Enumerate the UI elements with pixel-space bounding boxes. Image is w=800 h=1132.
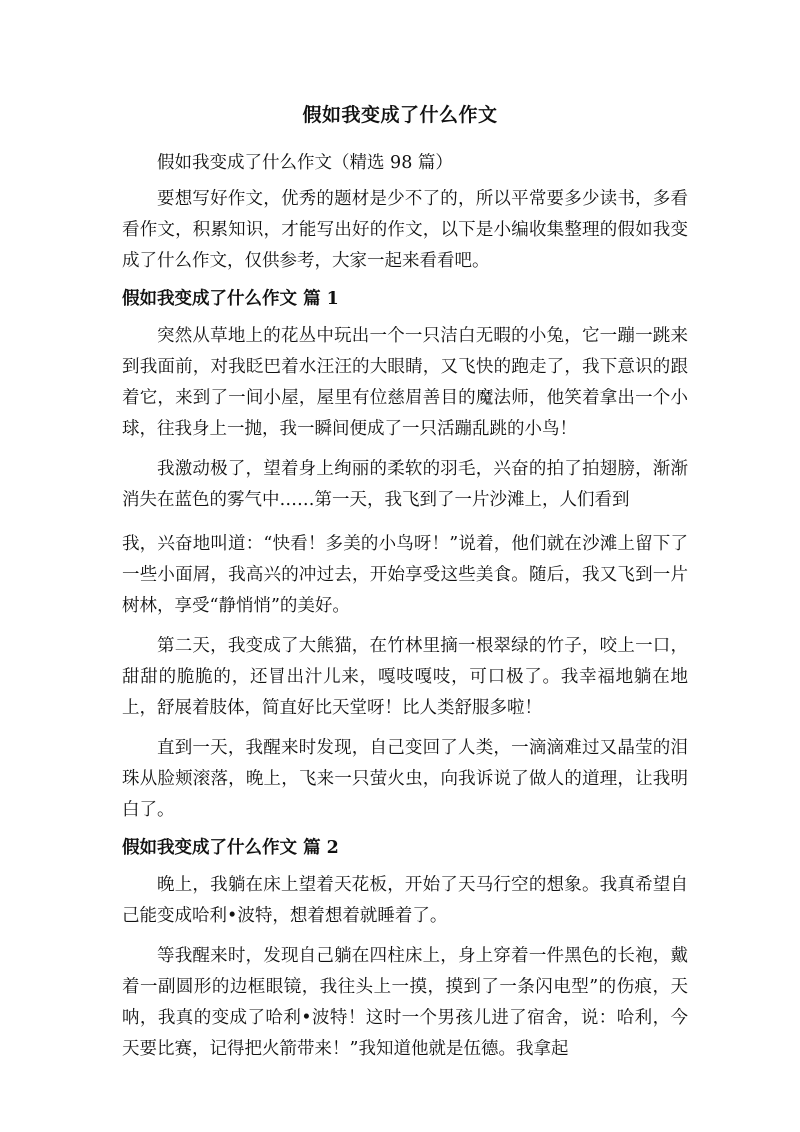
paragraph: 直到一天，我醒来时发现，自己变回了人类，一滴滴难过又晶莹的泪珠从脸颊滚落，晚上，飞来一只萤火虫，向我诉说了做人的道理，让我明白了。 [122,738,688,820]
section-heading: 假如我变成了什么作文 篇 1 [122,289,339,309]
paragraph: 第二天，我变成了大熊猫，在竹林里摘一根翠绿的竹子，咬上一口，甜甜的脆脆的，还冒出汁儿来，嘎吱嘎吱，可口极了。我幸福地躺在地上，舒展着肢体，简直好比天堂呀！比人类舒服多啦！ [122,636,688,718]
section-heading: 假如我变成了什么作文 篇 2 [122,838,339,858]
paragraph: 等我醒来时，发现自己躺在四柱床上，身上穿着一件黑色的长袍，戴着一副圆形的边框眼镜，我往头上一摸，摸到了一条闪电型”的伤痕，天呐，我真的变成了哈利•波特！这时一个男孩儿进了宿舍，说：哈利，今天要比赛，记得把火箭带来！”我知道他就是伍德。我拿起 [122,946,688,1059]
paragraph: 突然从草地上的花丛中玩出一个一只洁白无暇的小兔，它一蹦一跳来到我面前，对我眨巴着水汪汪的大眼睛，又飞快的跑走了，我下意识的跟着它，来到了一间小屋，屋里有位慈眉善目的魔法师，他笑着拿出一个小球，往我身上一抛，我一瞬间便成了一只活蹦乱跳的小鸟！ [122,326,688,439]
paragraph: 晚上，我躺在床上望着天花板，开始了天马行空的想象。我真希望自己能变成哈利•波特，想着想着就睡着了。 [122,875,688,926]
paragraph: 我，兴奋地叫道：“快看！多美的小鸟呀！”说着，他们就在沙滩上留下了一些小面屑，我高兴的冲过去，开始享受这些美食。随后，我又飞到一片树林，享受“静悄悄”的美好。 [122,534,688,616]
section-1 [122,286,688,826]
paragraph: 我激动极了，望着身上绚丽的柔软的羽毛，兴奋的拍了拍翅膀，渐渐消失在蓝色的雾气中……第一天，我飞到了一片沙滩上，人们看到 [122,459,688,510]
section-2 [122,835,688,1065]
intro-paragraph: 要想写好作文，优秀的题材是少不了的，所以平常要多少读书，多看看作文，积累知识，才能写出好的作文，以下是小编收集整理的假如我变成了什么作文，仅供参考，大家一起来看看吧。 [122,189,688,271]
document-subtitle: 假如我变成了什么作文（精选 98 篇） [157,153,453,173]
document-body [122,150,688,1074]
document-title: 假如我变成了什么作文 [302,104,498,126]
